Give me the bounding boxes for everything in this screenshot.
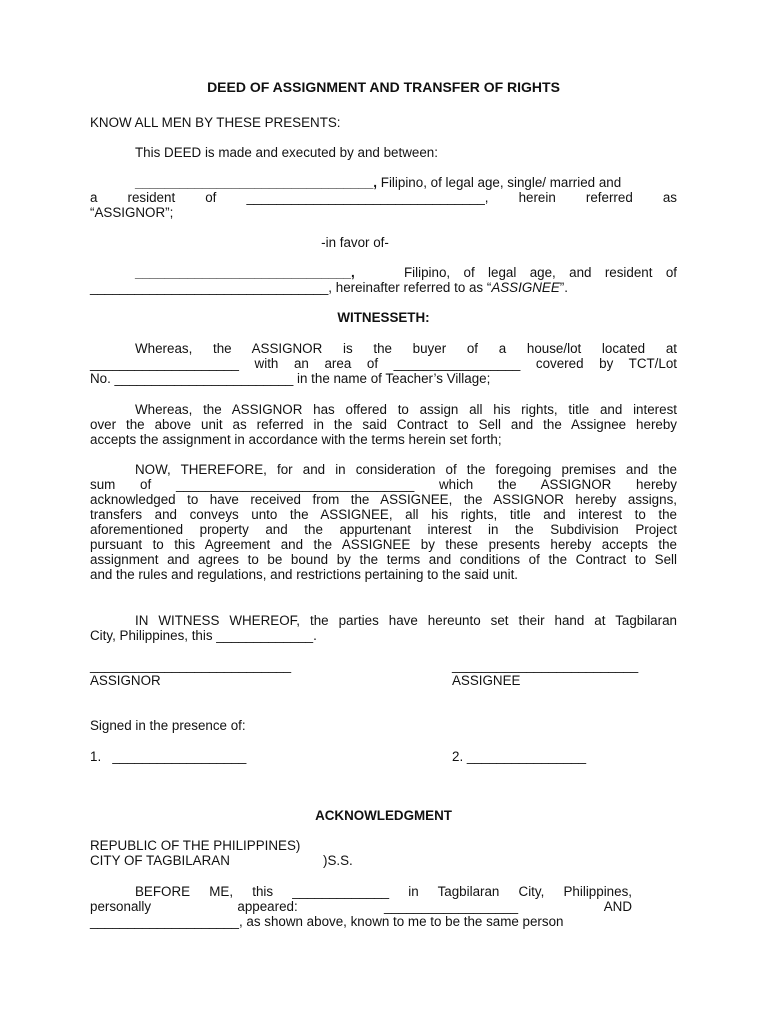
assignee-line-1-text: Filipino, of legal age, and resident of: [404, 265, 677, 280]
before-me-line-2: personally appeared: __________________ AND: [90, 899, 632, 914]
whereas-2-line-1: Whereas, the ASSIGNOR has offered to assign all his rights, title and interest: [135, 402, 677, 417]
assignee-signature-line: _________________________: [452, 658, 639, 673]
in-favor-text: -in favor of-: [321, 235, 389, 250]
now-therefore-line-7: assignment and agrees to be bound by the terms and conditions of the Contract to Sell: [90, 552, 677, 567]
witness-1-line: 1. __________________: [90, 749, 247, 764]
now-therefore-line-6: pursuant to this Agreement and the ASSIGNEE by these presents hereby accepts the: [90, 537, 677, 552]
acknowledgment-heading: ACKNOWLEDGMENT: [315, 808, 452, 823]
signed-presence-text: Signed in the presence of:: [90, 718, 246, 733]
in-witness-line-1: IN WITNESS WHEREOF, the parties have hereunto set their hand at Tagbilaran: [135, 613, 677, 628]
now-therefore-line-1: NOW, THEREFORE, for and in consideration of the foregoing premises and the: [135, 462, 677, 477]
whereas-1-line-3: No. ________________________ in the name of Teacher’s Village;: [90, 371, 491, 386]
assignee-line-2: ________________________________, hereinafter referred to as “ASSIGNEE”.: [90, 280, 568, 295]
assignor-line-1: [135, 175, 621, 190]
salutation: KNOW ALL MEN BY THESE PRESENTS:: [90, 115, 341, 130]
assignor-signature-line: ___________________________: [90, 658, 292, 673]
city-text: CITY OF TAGBILARAN: [90, 853, 230, 868]
ss-text: )S.S.: [323, 853, 353, 868]
in-witness-line-2: City, Philippines, this _____________.: [90, 628, 317, 643]
assignee-emphasis: ASSIGNEE: [491, 280, 560, 295]
now-therefore-line-8: and the rules and regulations, and restrictions pertaining to the said unit.: [90, 567, 519, 582]
assignor-line-2: a resident of ________________________________, herein referred as: [90, 190, 677, 205]
before-me-line-1: BEFORE ME, this _____________ in Tagbilaran City, Philippines,: [135, 884, 632, 899]
whereas-2-line-3: accepts the assignment in accordance with the terms herein set forth;: [90, 432, 502, 447]
whereas-1-line-1: Whereas, the ASSIGNOR is the buyer of a house/lot located at: [135, 341, 677, 356]
witness-2-line: 2. ________________: [452, 749, 587, 764]
republic-text: REPUBLIC OF THE PHILIPPINES): [90, 838, 301, 853]
now-therefore-line-5: aforementioned property and the appurtenant interest in the Subdivision Project: [90, 522, 677, 537]
now-therefore-line-2: sum of ________________________________ which the ASSIGNOR hereby: [90, 477, 677, 492]
before-me-line-3: ____________________, as shown above, known to me to be the same person: [90, 914, 564, 929]
assignor-line-1-text: Filipino, of legal age, single/ married and: [377, 175, 622, 190]
whereas-1-line-2: ____________________ with an area of _________________ covered by TCT/Lot: [90, 356, 677, 371]
now-therefore-line-3: acknowledged to have received from the ASSIGNEE, the ASSIGNOR hereby assigns,: [90, 492, 677, 507]
now-therefore-line-4: transfers and conveys unto the ASSIGNEE, all his rights, title and interest to the: [90, 507, 677, 522]
assignee-label: ASSIGNEE: [452, 673, 521, 688]
assignee-name-blank: _____________________________,: [135, 265, 355, 280]
whereas-2-line-2: over the above unit as referred in the said Contract to Sell and the Assignee hereby: [90, 417, 677, 432]
document-title: DEED OF ASSIGNMENT AND TRANSFER OF RIGHTS: [207, 79, 560, 95]
intro-text: This DEED is made and executed by and between:: [135, 145, 438, 160]
assignor-name-blank: ________________________________,: [135, 175, 378, 190]
assignor-label: ASSIGNOR: [90, 673, 161, 688]
assignor-line-3: “ASSIGNOR”;: [90, 205, 174, 220]
witnesseth-heading: WITNESSETH:: [337, 310, 430, 325]
